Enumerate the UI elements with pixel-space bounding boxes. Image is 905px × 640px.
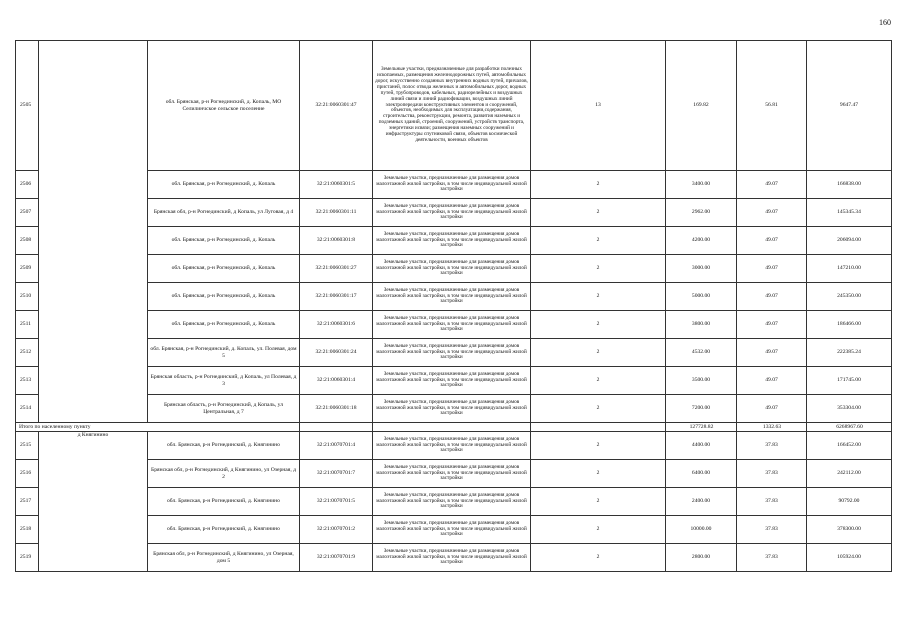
address-cell: обл. Брянская, р-н Рогнединский, д. Княгинино bbox=[148, 516, 300, 544]
table-row bbox=[16, 199, 892, 227]
subtotal-area: 127728.82 bbox=[666, 423, 737, 432]
table-row bbox=[16, 339, 892, 367]
table-row bbox=[16, 395, 892, 423]
cadastral-number: 32:21:0060301:18 bbox=[300, 395, 373, 423]
cadastral-value: 166838.00 bbox=[807, 171, 892, 199]
cadastral-value: 206094.00 bbox=[807, 227, 892, 255]
cadastral-number: 32:21:0070701:7 bbox=[300, 460, 373, 488]
land-use-cell: Земельные участки, предназначенные для размещения домов малоэтажной жилой застройки, в том числе индивидуальной жилой застройки bbox=[373, 432, 531, 460]
area-cell: 3400.00 bbox=[666, 171, 737, 199]
cadastral-value: 9647.47 bbox=[807, 41, 892, 171]
table-row bbox=[16, 516, 892, 544]
rate-cell: 49.07 bbox=[737, 255, 807, 283]
land-use-cell: Земельные участки, предназначенные для разработки полезных ископаемых, размещения железнодорожных путей, автомобильных дорог, искусственно созданных внутренних водных путей, причалов, пристаней, полос отвода железных и автомобильных дорог, водных путей, трубопроводов, кабельных, радиорелейных и воздушных линий связи и линий радиофикации, воздушных линий электропередачи конструктивных элементов и сооружений, объектов, необходимых для эксплуатации,содержания, строительства, реконструкции, ремонта, развития наземных и подземных зданий, строений, сооружений, устройств транспорта, энергетики исвязи; размещения наземных сооружений и инфраструктуры спутниковой связи, объектов космической деятельности, военных объектов bbox=[373, 41, 531, 171]
area-cell: 169.82 bbox=[666, 41, 737, 171]
cadastral-number: 32:21:0060301:47 bbox=[300, 41, 373, 171]
table-row bbox=[16, 255, 892, 283]
land-use-cell: Земельные участки, предназначенные для размещения домов малоэтажной жилой застройки, в том числе индивидуальной жилой застройки bbox=[373, 255, 531, 283]
address-cell: обл. Брянская, р-н Рогнединский, д. Княгинино bbox=[148, 488, 300, 516]
subtotal-empty-cell bbox=[531, 423, 666, 432]
rate-cell: 49.07 bbox=[737, 171, 807, 199]
group-number: 2 bbox=[531, 311, 666, 339]
row-number: 2507 bbox=[16, 199, 39, 227]
land-use-cell: Земельные участки, предназначенные для размещения домов малоэтажной жилой застройки, в том числе индивидуальной жилой застройки bbox=[373, 227, 531, 255]
rate-cell: 37.83 bbox=[737, 432, 807, 460]
rate-cell: 49.07 bbox=[737, 227, 807, 255]
group-number: 2 bbox=[531, 283, 666, 311]
rate-cell: 37.83 bbox=[737, 460, 807, 488]
subtotal-rate: 1332.63 bbox=[737, 423, 807, 432]
cadastral-value: 105924.00 bbox=[807, 544, 892, 572]
table-row bbox=[16, 311, 892, 339]
group-number: 2 bbox=[531, 516, 666, 544]
cadastral-number: 32:21:0070701:4 bbox=[300, 432, 373, 460]
group-number: 2 bbox=[531, 171, 666, 199]
cadastral-number: 32:21:0070701:5 bbox=[300, 488, 373, 516]
address-cell: обл. Брянская, р-н Рогнединский, д. Копаль bbox=[148, 255, 300, 283]
address-cell: Брянская обл, р-н Рогнединский, д Копаль, ул Луговая, д 4 bbox=[148, 199, 300, 227]
table-row bbox=[16, 227, 892, 255]
land-use-cell: Земельные участки, предназначенные для размещения домов малоэтажной жилой застройки, в том числе индивидуальной жилой застройки bbox=[373, 460, 531, 488]
area-cell: 2400.00 bbox=[666, 488, 737, 516]
cadastral-value: 186466.00 bbox=[807, 311, 892, 339]
row-number: 2518 bbox=[16, 516, 39, 544]
settlement-cell bbox=[39, 41, 148, 423]
cadastral-number: 32:21:0060301:6 bbox=[300, 311, 373, 339]
row-number: 2516 bbox=[16, 460, 39, 488]
cadastral-number: 32:21:0070701:2 bbox=[300, 516, 373, 544]
cadastral-value: 242112.00 bbox=[807, 460, 892, 488]
area-cell: 4200.00 bbox=[666, 227, 737, 255]
rate-cell: 37.83 bbox=[737, 488, 807, 516]
address-cell: Брянская область, р-н Рогнединский, д Копаль, ул Полевая, д 3 bbox=[148, 367, 300, 395]
table-row bbox=[16, 544, 892, 572]
rate-cell: 49.07 bbox=[737, 367, 807, 395]
cadastral-value: 353304.00 bbox=[807, 395, 892, 423]
address-cell: обл. Брянская, р-н Рогнединский, д. Копаль bbox=[148, 227, 300, 255]
subtotal-section bbox=[16, 423, 892, 432]
land-use-cell: Земельные участки, предназначенные для размещения домов малоэтажной жилой застройки, в том числе индивидуальной жилой застройки bbox=[373, 516, 531, 544]
area-cell: 3800.00 bbox=[666, 311, 737, 339]
area-cell: 3500.00 bbox=[666, 367, 737, 395]
area-cell: 5000.00 bbox=[666, 283, 737, 311]
subtotal-value: 6268967.60 bbox=[807, 423, 892, 432]
cadastral-value: 166452.00 bbox=[807, 432, 892, 460]
row-number: 2517 bbox=[16, 488, 39, 516]
group-number: 2 bbox=[531, 395, 666, 423]
row-number: 2505 bbox=[16, 41, 39, 171]
cadastral-number: 32:21:0060301:24 bbox=[300, 339, 373, 367]
group-number: 2 bbox=[531, 367, 666, 395]
cadastral-number: 32:21:0060301:27 bbox=[300, 255, 373, 283]
address-cell: обл. Брянская, р-н Рогнединский, д. Копаль, МО Селилинчское сельское поселение bbox=[148, 41, 300, 171]
area-cell: 6400.00 bbox=[666, 460, 737, 488]
area-cell: 4400.00 bbox=[666, 432, 737, 460]
cadastral-value: 378300.00 bbox=[807, 516, 892, 544]
row-number: 2511 bbox=[16, 311, 39, 339]
settlement-cell: д Княгинино bbox=[39, 432, 148, 572]
cadastral-value: 171745.00 bbox=[807, 367, 892, 395]
area-cell: 3000.00 bbox=[666, 255, 737, 283]
address-cell: Брянская обл, р-н Рогнединский, д Княгинино, ул Озерная, дом 5 bbox=[148, 544, 300, 572]
rate-cell: 49.07 bbox=[737, 283, 807, 311]
row-number: 2508 bbox=[16, 227, 39, 255]
cadastral-number: 32:21:0060301:17 bbox=[300, 283, 373, 311]
row-number: 2513 bbox=[16, 367, 39, 395]
cadastral-number: 32:21:0060301:4 bbox=[300, 367, 373, 395]
table-row bbox=[16, 367, 892, 395]
group-number: 2 bbox=[531, 488, 666, 516]
area-cell: 4532.00 bbox=[666, 339, 737, 367]
row-number: 2512 bbox=[16, 339, 39, 367]
subtotal-row bbox=[16, 423, 892, 432]
group-number: 2 bbox=[531, 255, 666, 283]
subtotal-empty-cell bbox=[373, 423, 531, 432]
page-number: 160 bbox=[879, 18, 891, 27]
land-use-cell: Земельные участки, предназначенные для размещения домов малоэтажной жилой застройки, в том числе индивидуальной жилой застройки bbox=[373, 339, 531, 367]
row-number: 2509 bbox=[16, 255, 39, 283]
group-number: 2 bbox=[531, 544, 666, 572]
land-use-cell: Земельные участки, предназначенные для размещения домов малоэтажной жилой застройки, в том числе индивидуальной жилой застройки bbox=[373, 395, 531, 423]
row-number: 2514 bbox=[16, 395, 39, 423]
address-cell: обл. Брянская, р-н Рогнединский, д. Копаль bbox=[148, 171, 300, 199]
rate-cell: 37.83 bbox=[737, 516, 807, 544]
table-row bbox=[16, 432, 892, 460]
group-number: 13 bbox=[531, 41, 666, 171]
address-cell: обл. Брянская, р-н Рогнединский, д. Копаль bbox=[148, 311, 300, 339]
cadastral-value: 90792.00 bbox=[807, 488, 892, 516]
rate-cell: 37.83 bbox=[737, 544, 807, 572]
cadastral-number: 32:21:0070701:9 bbox=[300, 544, 373, 572]
address-cell: Брянская обл, р-н Рогнединский, д Княгинино, ул Озерная, д 2 bbox=[148, 460, 300, 488]
table-row bbox=[16, 460, 892, 488]
area-cell: 7200.00 bbox=[666, 395, 737, 423]
rows-after bbox=[16, 432, 892, 572]
land-register-table bbox=[15, 40, 892, 572]
rate-cell: 49.07 bbox=[737, 395, 807, 423]
subtotal-empty-cell bbox=[300, 423, 373, 432]
subtotal-label: Итого по населенному пункту bbox=[16, 423, 300, 432]
group-number: 2 bbox=[531, 199, 666, 227]
group-number: 2 bbox=[531, 339, 666, 367]
land-use-cell: Земельные участки, предназначенные для размещения домов малоэтажной жилой застройки, в том числе индивидуальной жилой застройки bbox=[373, 488, 531, 516]
cadastral-value: 145345.34 bbox=[807, 199, 892, 227]
rows-before bbox=[16, 41, 892, 423]
land-use-cell: Земельные участки, предназначенные для размещения домов малоэтажной жилой застройки, в том числе индивидуальной жилой застройки bbox=[373, 544, 531, 572]
rate-cell: 49.07 bbox=[737, 339, 807, 367]
address-cell: Брянская область, р-н Рогнединский, д Копаль, ул Центральная, д 7 bbox=[148, 395, 300, 423]
area-cell: 2800.00 bbox=[666, 544, 737, 572]
address-cell: обл. Брянская, р-н Рогнединский, д. Копаль, ул. Полевая, дом 5 bbox=[148, 339, 300, 367]
table-row bbox=[16, 41, 892, 171]
row-number: 2510 bbox=[16, 283, 39, 311]
cadastral-value: 245350.00 bbox=[807, 283, 892, 311]
cadastral-value: 222385.24 bbox=[807, 339, 892, 367]
cadastral-number: 32:21:0060301:5 bbox=[300, 171, 373, 199]
cadastral-value: 147210.00 bbox=[807, 255, 892, 283]
row-number: 2519 bbox=[16, 544, 39, 572]
land-use-cell: Земельные участки, предназначенные для размещения домов малоэтажной жилой застройки, в том числе индивидуальной жилой застройки bbox=[373, 311, 531, 339]
cadastral-number: 32:21:0060301:11 bbox=[300, 199, 373, 227]
area-cell: 10000.00 bbox=[666, 516, 737, 544]
land-use-cell: Земельные участки, предназначенные для размещения домов малоэтажной жилой застройки, в том числе индивидуальной жилой застройки bbox=[373, 367, 531, 395]
group-number: 2 bbox=[531, 460, 666, 488]
address-cell: обл. Брянская, р-н Рогнединский, д. Копаль bbox=[148, 283, 300, 311]
area-cell: 2962.00 bbox=[666, 199, 737, 227]
rate-cell: 56.81 bbox=[737, 41, 807, 171]
row-number: 2506 bbox=[16, 171, 39, 199]
row-number: 2515 bbox=[16, 432, 39, 460]
land-use-cell: Земельные участки, предназначенные для размещения домов малоэтажной жилой застройки, в том числе индивидуальной жилой застройки bbox=[373, 171, 531, 199]
group-number: 2 bbox=[531, 227, 666, 255]
address-cell: обл. Брянская, р-н Рогнединский, д. Княгинино bbox=[148, 432, 300, 460]
rate-cell: 49.07 bbox=[737, 199, 807, 227]
group-number: 2 bbox=[531, 432, 666, 460]
table-row bbox=[16, 283, 892, 311]
land-use-cell: Земельные участки, предназначенные для размещения домов малоэтажной жилой застройки, в том числе индивидуальной жилой застройки bbox=[373, 199, 531, 227]
land-use-cell: Земельные участки, предназначенные для размещения домов малоэтажной жилой застройки, в том числе индивидуальной жилой застройки bbox=[373, 283, 531, 311]
table-row bbox=[16, 488, 892, 516]
rate-cell: 49.07 bbox=[737, 311, 807, 339]
table-row bbox=[16, 171, 892, 199]
cadastral-number: 32:21:0060301:8 bbox=[300, 227, 373, 255]
